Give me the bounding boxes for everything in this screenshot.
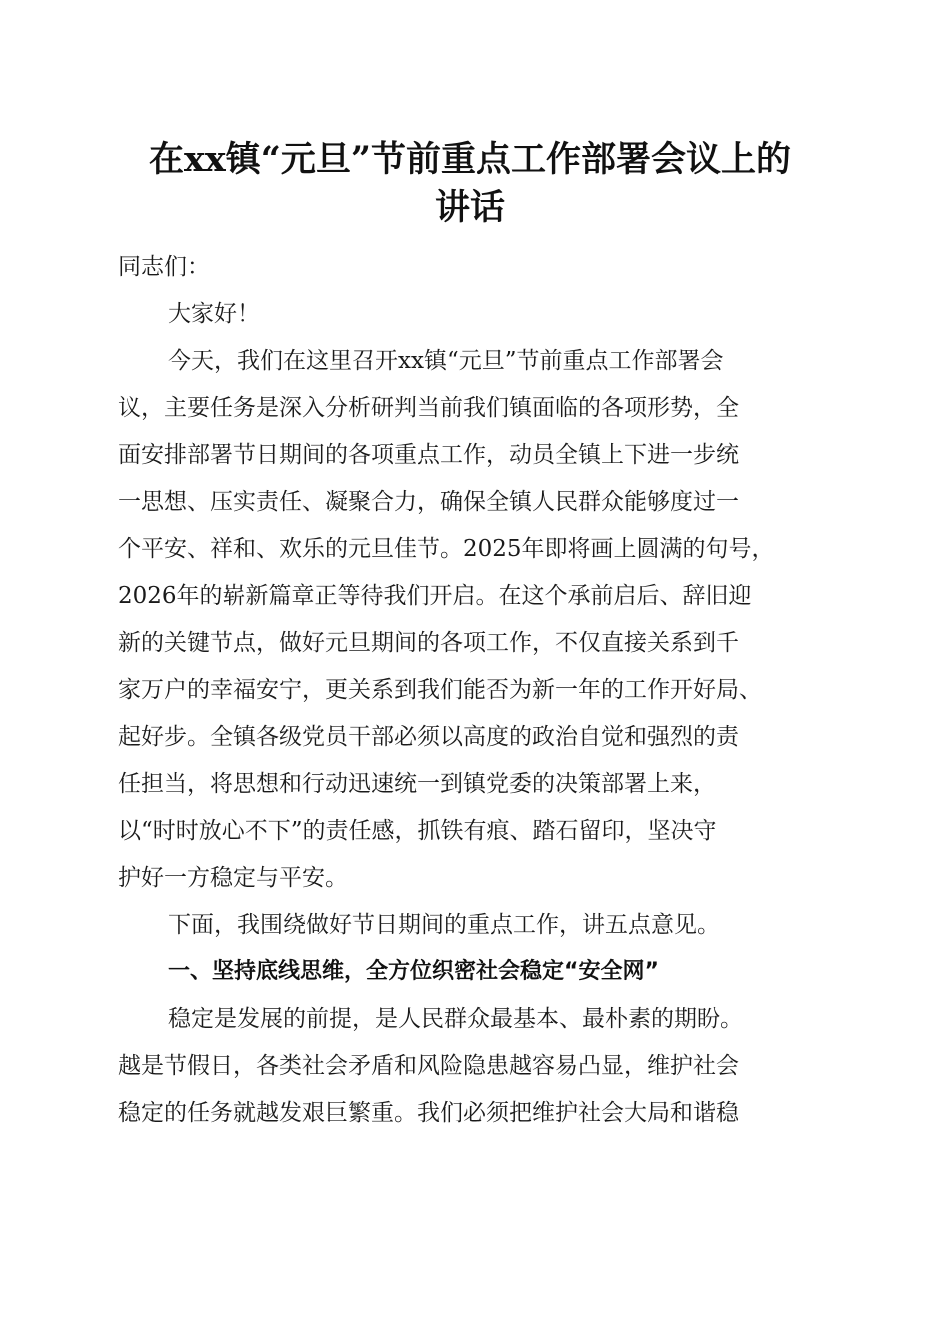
document-title: [100, 136, 840, 232]
paragraph-1-line: 今天，我们在这里召开xx镇“元旦”节前重点工作部署会: [168, 348, 724, 374]
paragraph-1-line: 新的关键节点，做好元旦期间的各项工作，不仅直接关系到千: [118, 630, 739, 656]
paragraph-3-line: 稳定的任务就越发艰巨繁重。我们必须把维护社会大局和谐稳: [118, 1100, 739, 1126]
greeting: 大家好！: [168, 301, 260, 327]
section-heading-1: 一、坚持底线思维，全方位织密社会稳定“安全网”: [168, 959, 659, 984]
paragraph-1-line: 一思想、压实责任、凝聚合力，确保全镇人民群众能够度过一: [118, 489, 739, 515]
paragraph-1-line: 以“时时放心不下”的责任感，抓铁有痕、踏石留印，坚决守: [118, 818, 717, 844]
paragraph-3-line: 稳定是发展的前提，是人民群众最基本、最朴素的期盼。: [168, 1006, 743, 1032]
title-line-2: 讲话: [434, 187, 505, 228]
paragraph-1-line: 议，主要任务是深入分析研判当前我们镇面临的各项形势，全: [118, 395, 739, 421]
paragraph-3-line: 越是节假日，各类社会矛盾和风险隐患越容易凸显，维护社会: [118, 1053, 739, 1079]
title-line-1: 在xx镇“元旦”节前重点工作部署会议上的: [149, 139, 791, 180]
paragraph-1-line: 起好步。全镇各级党员干部必须以高度的政治自觉和强烈的责: [118, 724, 739, 750]
paragraph-1-line: 面安排部署节日期间的各项重点工作，动员全镇上下进一步统: [118, 442, 739, 468]
paragraph-1-line: 护好一方稳定与平安。: [118, 865, 348, 891]
paragraph-1-line: 任担当，将思想和行动迅速统一到镇党委的决策部署上来，: [118, 771, 716, 797]
paragraph-1-line: 个平安、祥和、欢乐的元旦佳节。2025年即将画上圆满的句号，: [118, 536, 775, 562]
paragraph-2: 下面，我围绕做好节日期间的重点工作，讲五点意见。: [168, 912, 720, 938]
paragraph-1-line: 2026年的崭新篇章正等待我们开启。在这个承前启后、辞旧迎: [118, 583, 752, 609]
paragraph-1-line: 家万户的幸福安宁，更关系到我们能否为新一年的工作开好局、: [118, 677, 762, 703]
salutation: 同志们：: [118, 254, 210, 280]
